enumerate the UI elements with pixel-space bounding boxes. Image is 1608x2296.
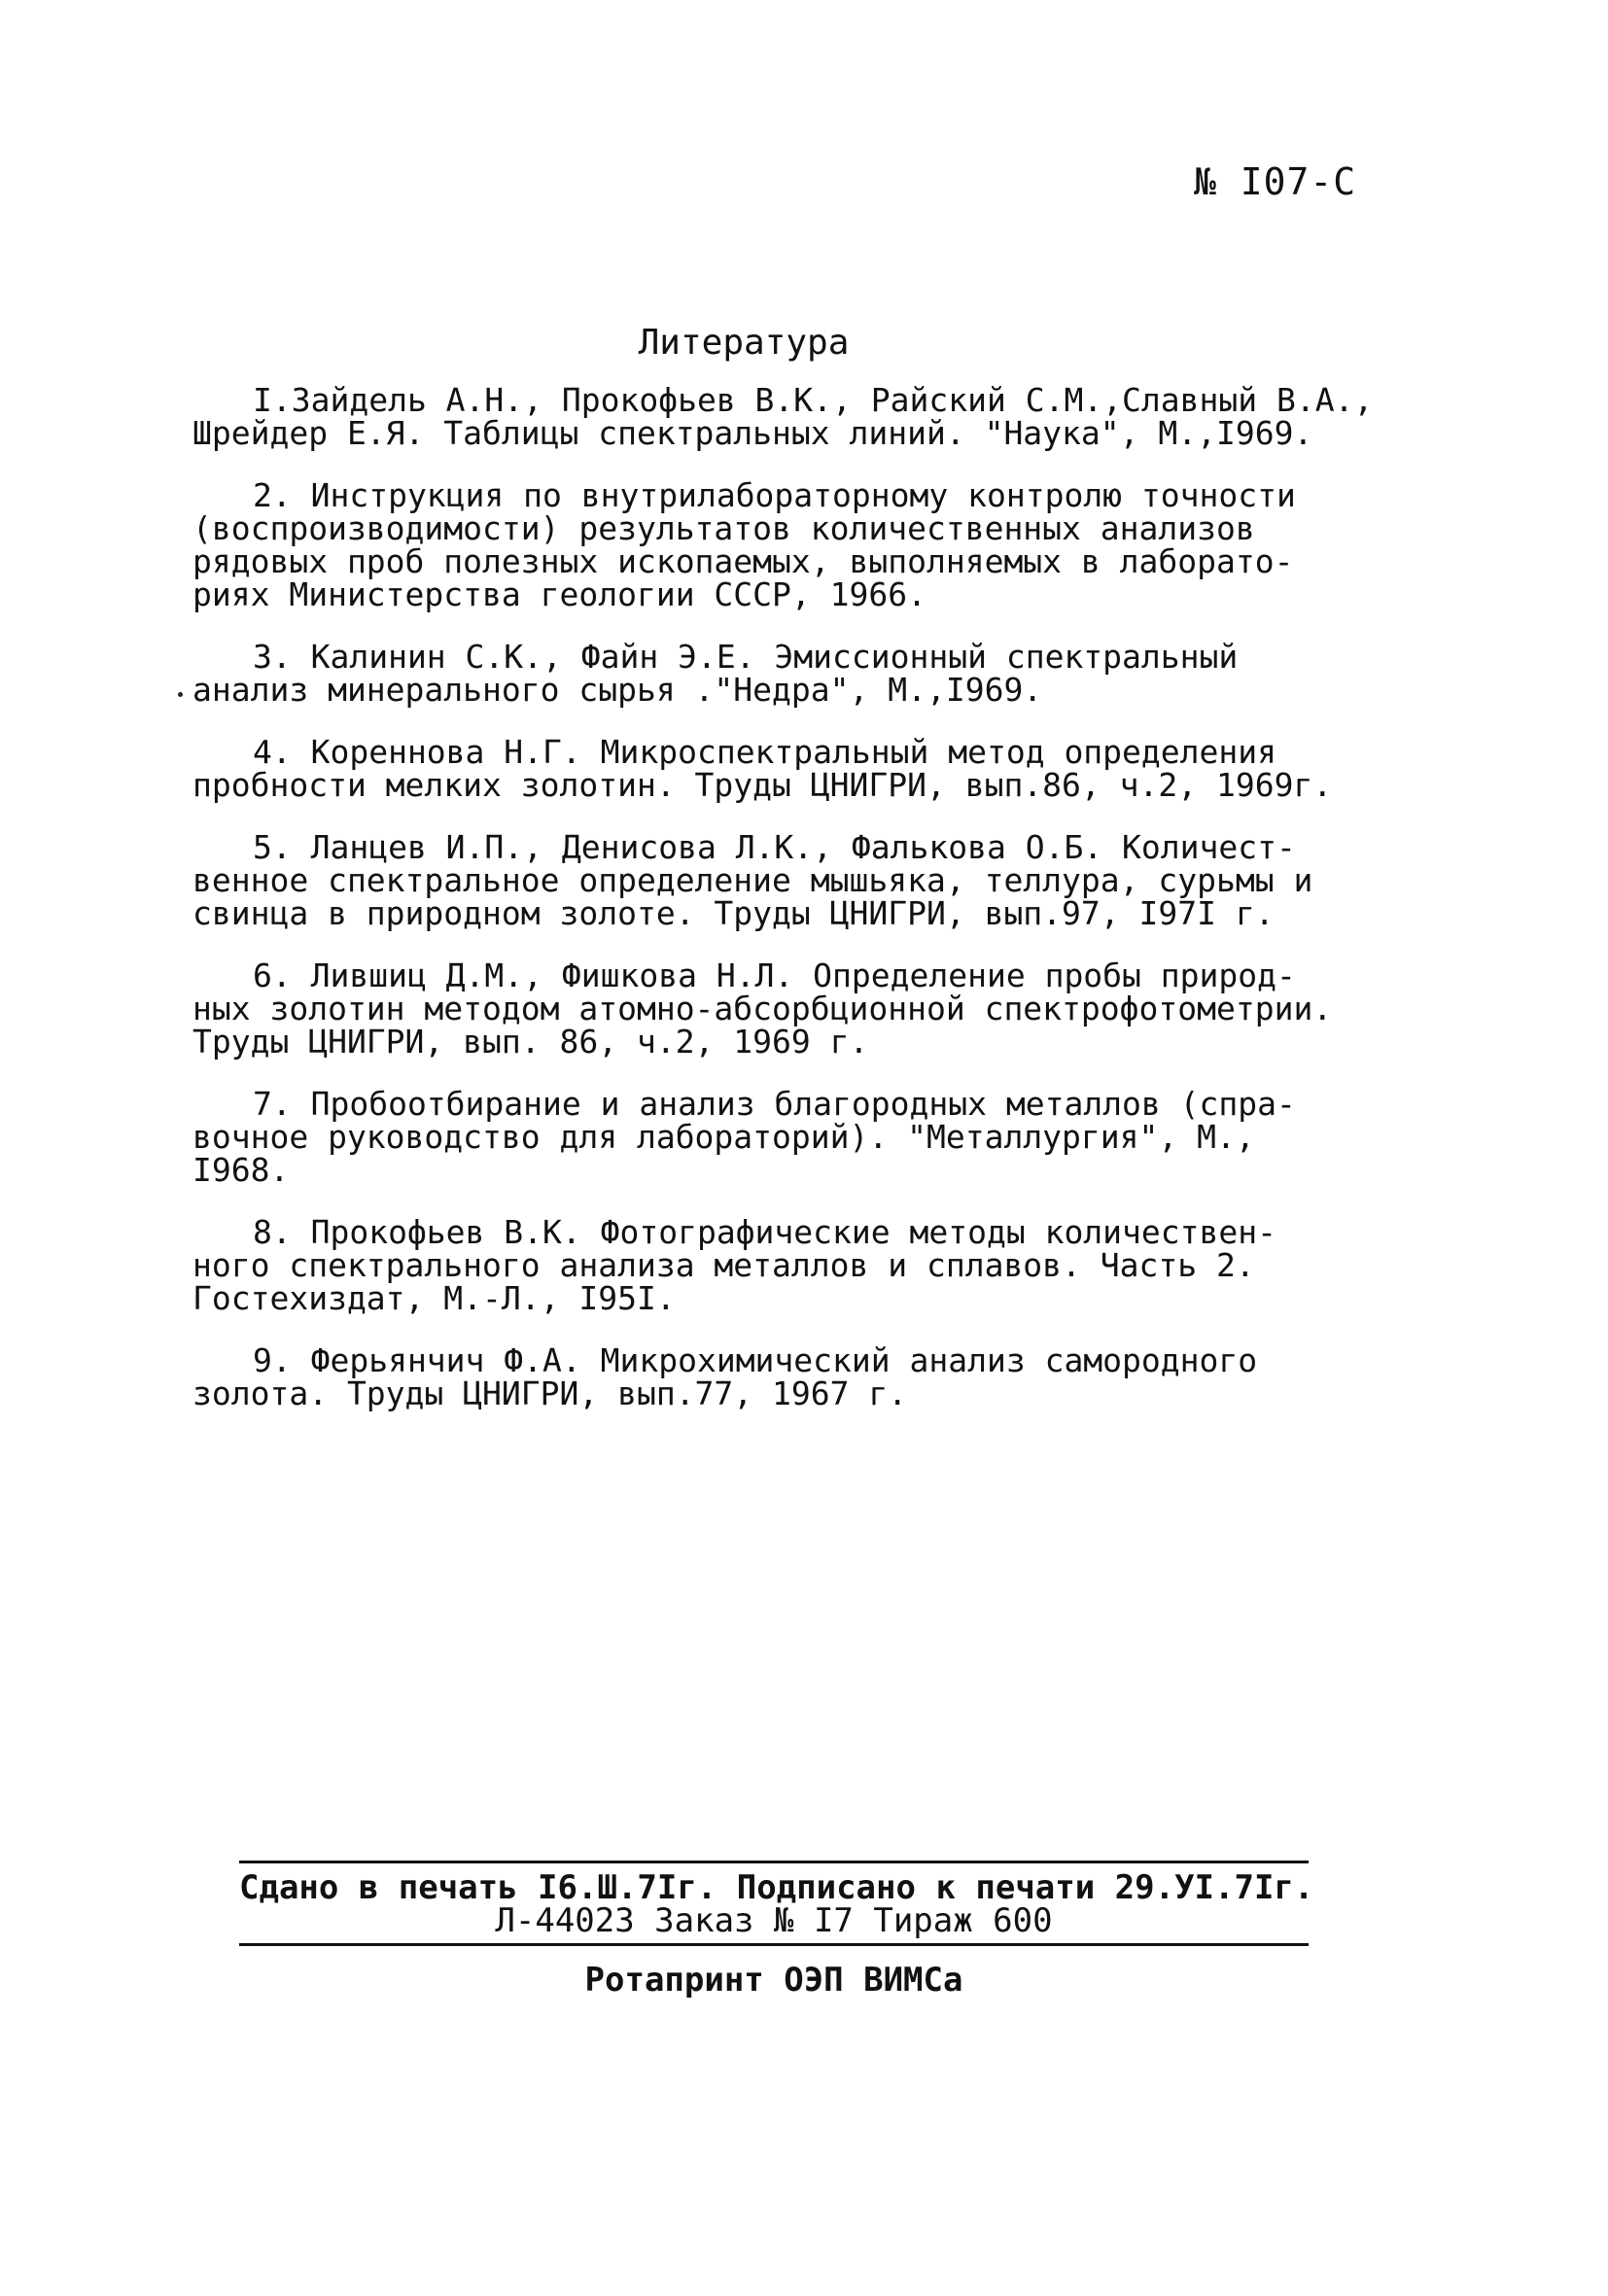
reference-line: 5. Ланцев И.П., Денисова Л.К., Фалькова О.Б. Количест- — [253, 828, 1296, 866]
reference-line: 9. Ферьянчич Ф.А. Микрохимический анализ самородного — [253, 1341, 1258, 1379]
reference-line: Шрейдер Е.Я. Таблицы спектральных линий. "Наука", М.,I969. — [192, 414, 1313, 452]
reference-line: золота. Труды ЦНИГРИ, вып.77, 1967 г. — [192, 1374, 908, 1412]
imprint-block — [239, 1861, 1314, 2000]
reference-line: риях Министерства геологии СССР, 1966. — [192, 575, 926, 613]
reference-list — [192, 381, 1408, 1440]
reference-line: 8. Прокофьев В.К. Фотографические методы количествен- — [253, 1213, 1276, 1251]
reference-item — [192, 1213, 1408, 1317]
reference-line: 3. Калинин С.К., Файн Э.Е. Эмиссионный спектральный — [253, 638, 1239, 676]
imprint-rule-top — [239, 1861, 1309, 1863]
scan-speck — [178, 692, 183, 697]
reference-line: 7. Пробоотбирание и анализ благородных металлов (спра- — [253, 1085, 1296, 1123]
reference-line: ного спектрального анализа металлов и сплавов. Часть 2. — [192, 1246, 1255, 1284]
reference-item — [192, 476, 1408, 613]
reference-item — [192, 733, 1408, 804]
reference-line: пробности мелких золотин. Труды ЦНИГРИ, вып.86, ч.2, 1969г. — [192, 766, 1333, 804]
reference-line: рядовых проб полезных ископаемых, выполняемых в лаборато- — [192, 542, 1294, 580]
reference-line: 2. Инструкция по внутрилабораторному контролю точности — [253, 476, 1296, 514]
page-title: Литература — [638, 323, 850, 363]
reference-line: Гостехиздат, М.-Л., I95I. — [192, 1279, 676, 1317]
reference-line: (воспроизводимости) результатов количественных анализов — [192, 509, 1255, 547]
reference-item — [192, 828, 1408, 932]
imprint-rule-bottom — [239, 1943, 1309, 1946]
reference-line: вочное руководство для лабораторий). "Металлургия", М., — [192, 1118, 1255, 1156]
reference-item — [192, 1341, 1408, 1412]
reference-line: ных золотин методом атомно-абсорбционной спектрофотометрии. — [192, 990, 1333, 1027]
imprint-printer: Ротапринт ОЭП ВИМСа — [584, 1961, 963, 2000]
reference-line: свинца в природном золоте. Труды ЦНИГРИ, вып.97, I97I г. — [192, 894, 1275, 932]
reference-line: Труды ЦНИГРИ, вып. 86, ч.2, 1969 г. — [192, 1023, 869, 1061]
imprint-dates: Сдано в печать I6.Ш.7Iг. Подписано к печати 29.УI.7Iг. — [239, 1868, 1314, 1907]
reference-item — [192, 638, 1408, 709]
imprint-order: Л-44023 Заказ № I7 Тираж 600 — [495, 1901, 1053, 1940]
reference-line: венное спектральное определение мышьяка, теллура, сурьмы и — [192, 861, 1313, 899]
reference-item — [192, 959, 1408, 1059]
reference-line: I.Зайдель А.Н., Прокофьев В.К., Райский С.М.,Славный В.А., — [253, 381, 1374, 419]
reference-line: анализ минерального сырья ."Недра", М.,I969. — [192, 671, 1043, 709]
reference-item — [192, 381, 1408, 452]
reference-line: 4. Кореннова Н.Г. Микроспектральный метод определения — [253, 733, 1276, 771]
page-number: № I07-С — [1194, 160, 1357, 203]
reference-line: I968. — [192, 1151, 290, 1189]
reference-item — [192, 1085, 1408, 1189]
reference-line: 6. Лившиц Д.М., Фишкова Н.Л. Определение пробы природ- — [253, 957, 1296, 994]
